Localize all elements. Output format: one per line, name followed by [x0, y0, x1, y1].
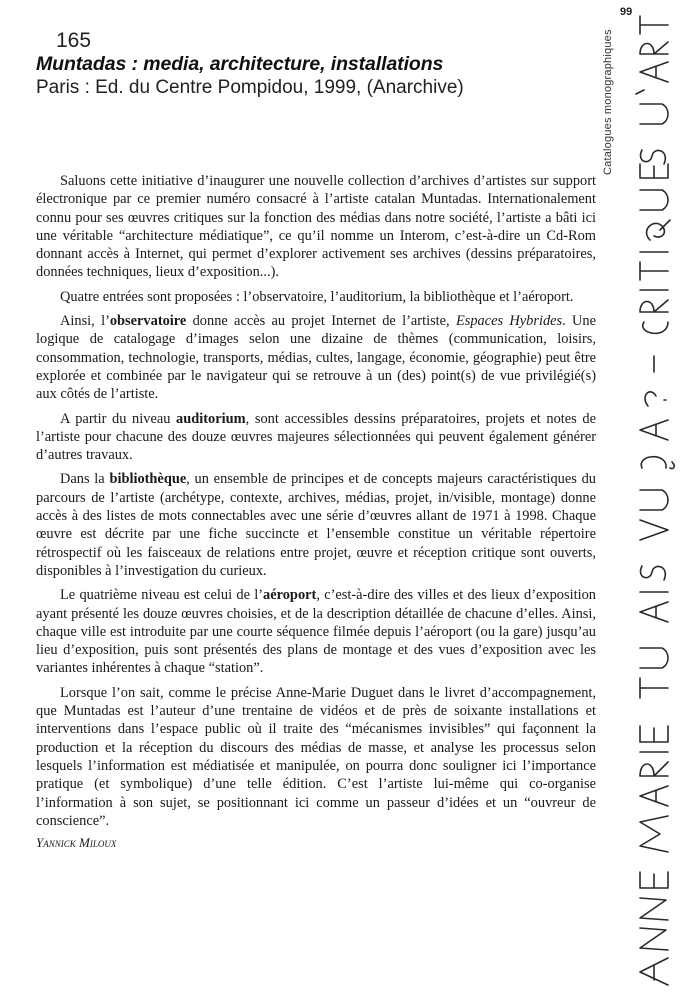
page-number: 99	[620, 6, 633, 18]
paragraph-observatoire: Ainsi, l’observatoire donne accès au projet Internet de l’artiste, Espaces Hybrides. Une logique de catalogage d’images selon une dizaine de thèmes (communication, loisirs, consommation, technologie, transports, médias, cultes, langage, économie, géographie) peut être explorée et combinée par le navigateur qui se retrouve à un (des) point(s) de vue privilégié(s) aux côtés de l’artiste.	[36, 313, 596, 403]
paragraph-conclusion: Lorsque l’on sait, comme le précise Anne-Marie Duguet dans le livret d’accompagnement, que Muntadas est l’auteur d’une trentaine de vidéos et de près de soixante installations et interventions dans l’espace public où il traite des “mécanismes invisibles” qui façonnent la production et la réception du discours des médias de masse, et analyse les processus selon lesquels l’information est médiatisée et manipulée, on pourra donc souligner ici l’importance pratique (et symbolique) d’une telle édition. C’est l’artiste lui-même qui co-organise l’information à son sujet, se positionnant ici comme un passeur d’idées et un “ouvreur de conscience”.	[36, 684, 596, 829]
paragraph-entries: Quatre entrées sont proposées : l’observatoire, l’auditorium, la bibliothèque et l’aéroport.	[60, 288, 574, 305]
section-side-label: Catalogues monographiques	[602, 29, 614, 175]
paragraph-intro: Saluons cette initiative d’inaugurer une nouvelle collection d’archives d’artistes sur support électronique par ce premier numéro consacré à l’artiste catalan Muntadas. Internationalement connu pour ses œuvres critiques sur la fonction des médias dans notre société, l’artiste a bâti ici une véritable “architecture médiatique”, ce qu’il nomme un Interom, c’est-à-dire un Cd-Rom donnant accès à Internet, qui permet d’explorer activement ses archives (dessins préparatoires, données techniques, lieux d’exposition...).	[36, 173, 596, 281]
author-signature: Yannick Miloux	[36, 835, 117, 851]
review-body	[36, 172, 596, 852]
entry-header	[36, 30, 576, 100]
paragraph-auditorium: A partir du niveau auditorium, sont accessibles dessins préparatoires, projets et notes de l’artiste pour chacune des douze œuvres majeures sélectionnées qui peuvent également générer d’autres travaux.	[36, 410, 596, 464]
entry-title: Muntadas : media, architecture, installations	[36, 53, 444, 75]
paragraph-aeroport: Le quatrième niveau est celui de l’aéroport, c’est-à-dire des villes et des lieux d’exposition ayant présenté les douze œuvres choisies, et de la description détaillée de chacune d’elles. Ainsi, chaque ville est introduite par une courte séquence filmée depuis l’aéroport (ou la gare) jusqu’au lieu d’exposition, puis sont présentés des plans de montage et des vues d’exposition avec les variantes inhérentes à chaque “station”.	[36, 587, 596, 677]
entry-number: 165	[56, 29, 92, 52]
paragraph-bibliotheque: Dans la bibliothèque, un ensemble de principes et de concepts majeurs caractéristiques du parcours de l’artiste (archétype, contexte, archives, médias, projet, in/visible, montage) donne accès à des listes de mots connectables avec une série d’œuvres allant de 1971 à 1998. Chaque œuvre est décrite par une fiche succincte et l’ensemble constitue un véritable répertoire rétrospectif où les faisceaux de relations entre projet, œuvre et réception critique sont ouverts, disponibles à l’investigation du curieux.	[36, 471, 596, 579]
entry-publication: Paris : Ed. du Centre Pompidou, 1999, (Anarchive)	[36, 77, 464, 98]
